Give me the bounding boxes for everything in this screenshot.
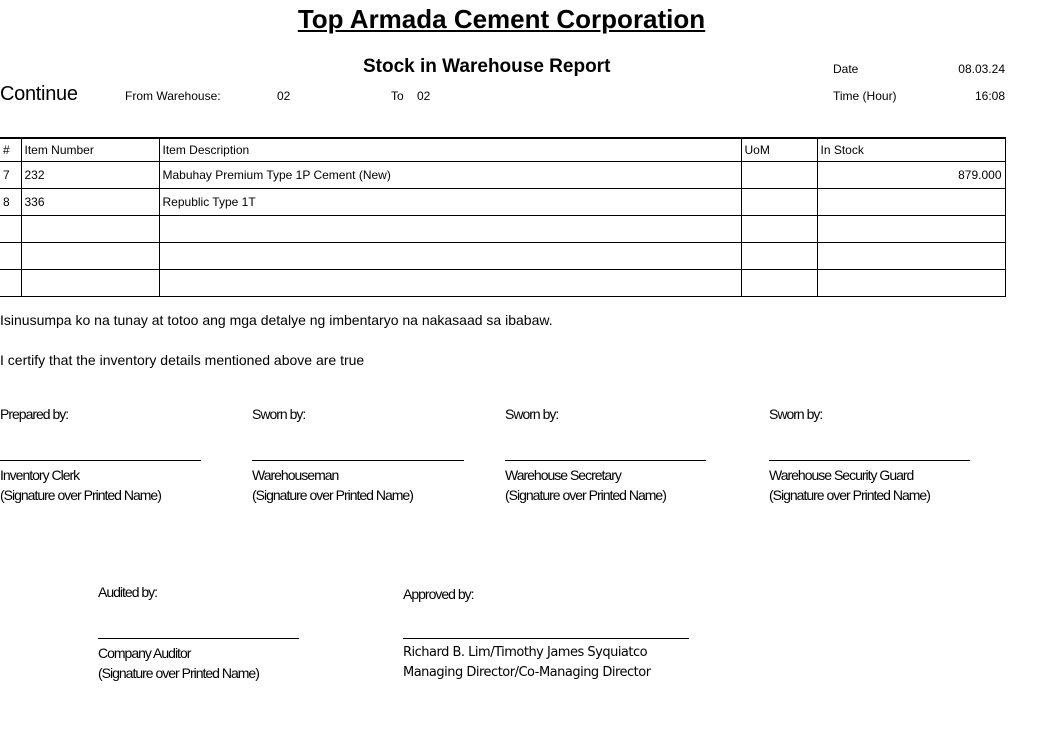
statement-english: I certify that the inventory details mentioned above are true — [0, 352, 365, 368]
time-label: Time (Hour) — [833, 89, 897, 103]
signature-caption: Audited by: — [98, 584, 158, 600]
signature-line — [505, 460, 706, 461]
signature-block-sworn-secretary — [505, 404, 706, 505]
col-header-in-stock: In Stock — [817, 138, 1005, 162]
signature-block-audited — [98, 582, 299, 683]
company-name: Top Armada Cement Corporation — [297, 4, 706, 34]
item-uom — [741, 189, 817, 216]
table-row — [0, 243, 1005, 270]
item-uom — [741, 243, 817, 270]
item-description — [159, 270, 741, 297]
stock-table — [0, 137, 1006, 297]
signatory-note: (Signature over Printed Name) — [505, 487, 666, 503]
date-value: 08.03.24 — [958, 62, 1005, 76]
signatory-role: Inventory Clerk — [0, 467, 80, 483]
signature-caption: Prepared by: — [0, 406, 69, 422]
item-uom — [741, 162, 817, 189]
col-header-item-description: Item Description — [159, 138, 741, 162]
row-number: 8 — [0, 189, 21, 216]
item-description: Republic Type 1T — [159, 189, 741, 216]
signature-block-sworn-warehouseman — [252, 404, 464, 505]
col-header-item-number: Item Number — [21, 138, 159, 162]
date-label: Date — [833, 62, 859, 76]
signature-caption: Approved by: — [403, 586, 474, 602]
signatory-note: (Signature over Printed Name) — [252, 487, 413, 503]
item-description — [159, 243, 741, 270]
row-number — [0, 243, 21, 270]
item-number — [21, 270, 159, 297]
from-warehouse-label: From Warehouse: — [125, 89, 221, 103]
signatory-role: Warehouseman — [252, 467, 339, 483]
item-in-stock — [817, 216, 1005, 243]
signature-line — [98, 638, 299, 639]
signature-line — [252, 460, 464, 461]
item-uom — [741, 270, 817, 297]
signatory-role: Company Auditor — [98, 645, 191, 661]
item-description — [159, 216, 741, 243]
continue-label: Continue — [0, 83, 78, 105]
approver-title: Managing Director/Co-Managing Director — [403, 665, 651, 680]
signature-line — [769, 460, 970, 461]
signatory-note: (Signature over Printed Name) — [769, 487, 930, 503]
approver-name: Richard B. Lim/Timothy James Syquiatco — [403, 645, 648, 660]
item-number: 232 — [21, 162, 159, 189]
item-in-stock — [817, 243, 1005, 270]
signatory-role: Warehouse Security Guard — [769, 467, 914, 483]
item-in-stock: 879.000 — [817, 162, 1005, 189]
signature-block-approved — [403, 584, 689, 683]
signatory-note: (Signature over Printed Name) — [98, 665, 259, 681]
to-label: To — [391, 89, 404, 103]
signature-caption: Sworn by: — [505, 406, 559, 422]
item-description: Mabuhay Premium Type 1P Cement (New) — [159, 162, 741, 189]
report-title: Stock in Warehouse Report — [363, 56, 611, 77]
statement-tagalog: Isinusumpa ko na tunay at totoo ang mga detalye ng imbentaryo na nakasaad sa ibabaw. — [0, 312, 553, 328]
row-number: 7 — [0, 162, 21, 189]
item-number: 336 — [21, 189, 159, 216]
signatory-note: (Signature over Printed Name) — [0, 487, 161, 503]
table-row — [0, 162, 1005, 189]
to-warehouse-value: 02 — [417, 89, 431, 103]
table-header-row — [0, 138, 1005, 162]
item-number — [21, 216, 159, 243]
col-header-uom: UoM — [741, 138, 817, 162]
table-row — [0, 216, 1005, 243]
col-header-number: # — [0, 138, 21, 162]
item-in-stock — [817, 189, 1005, 216]
from-warehouse-value: 02 — [277, 89, 291, 103]
signature-block-sworn-security-guard — [769, 404, 970, 505]
signatory-role: Warehouse Secretary — [505, 467, 621, 483]
row-number — [0, 270, 21, 297]
table-row — [0, 270, 1005, 297]
signature-caption: Sworn by: — [252, 406, 306, 422]
row-number — [0, 216, 21, 243]
signature-caption: Sworn by: — [769, 406, 823, 422]
signature-line — [403, 638, 689, 639]
item-number — [21, 243, 159, 270]
signature-block-prepared — [0, 404, 201, 505]
time-value: 16:08 — [974, 89, 1005, 103]
signature-line — [0, 460, 201, 461]
table-row — [0, 189, 1005, 216]
item-uom — [741, 216, 817, 243]
item-in-stock — [817, 270, 1005, 297]
